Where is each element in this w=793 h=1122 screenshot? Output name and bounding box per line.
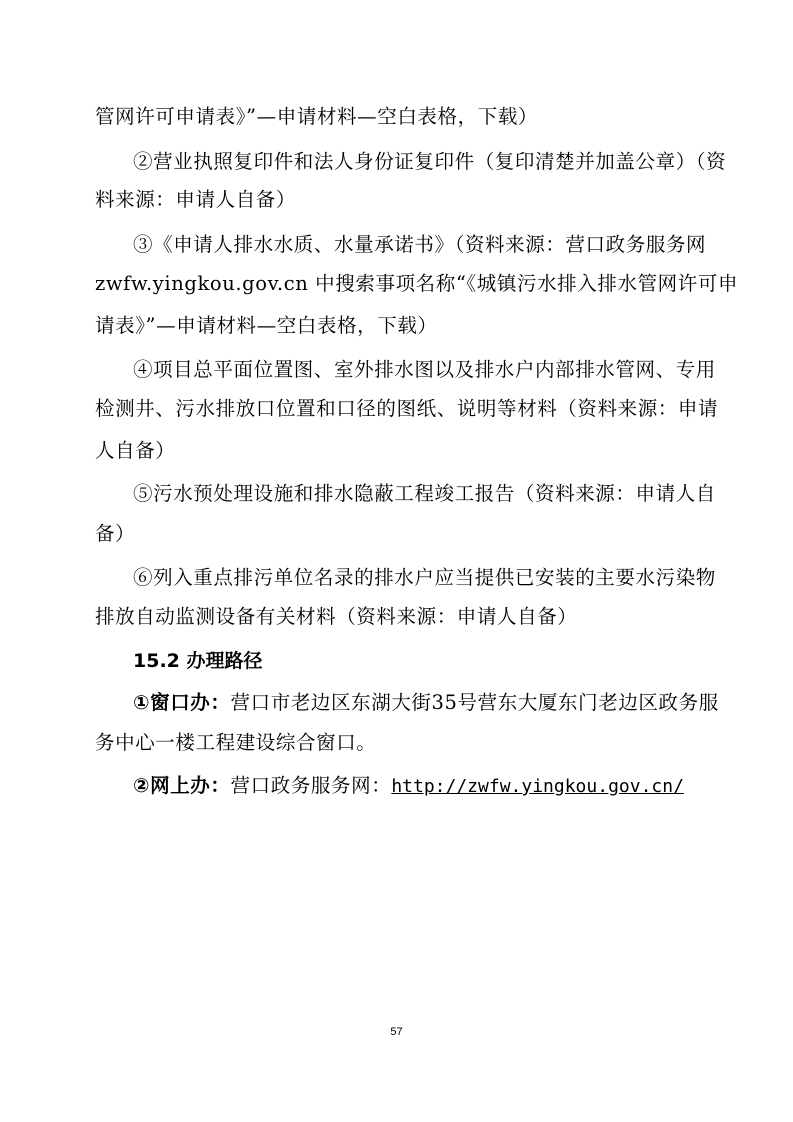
- paragraph-line: ②营业执照复印件和法人身份证复印件（复印清楚并加盖公章）（资: [133, 150, 727, 173]
- window-method-line: [133, 690, 719, 716]
- paragraph-line: 请表》”—申请材料—空白表格，下载）: [95, 314, 438, 337]
- portal-link[interactable]: http://zwfw.yingkou.gov.cn/: [391, 776, 684, 797]
- online-method-label: ②网上办：: [133, 774, 231, 797]
- paragraph-line: ⑥列入重点排污单位名录的排水户应当提供已安装的主要水污染物: [133, 566, 716, 589]
- paragraph-line: 备）: [95, 522, 136, 545]
- paragraph-line: 务中心一楼工程建设综合窗口。: [95, 731, 377, 754]
- paragraph-line: 管网许可申请表》”—申请材料—空白表格，下载）: [95, 105, 539, 128]
- paragraph-line: 排放自动监测设备有关材料（资料来源：申请人自备）: [95, 605, 578, 628]
- window-method-address: 营口市老边区东湖大街35号营东大厦东门老边区政务服: [230, 691, 719, 714]
- online-method-text: 营口政务服务网：: [230, 774, 392, 797]
- paragraph-line: 检测井、污水排放口位置和口径的图纸、说明等材料（资料来源：申请: [95, 397, 719, 420]
- window-method-label: ①窗口办：: [133, 691, 231, 714]
- paragraph-line: ⑤污水预处理设施和排水隐蔽工程竣工报告（资料来源：申请人自: [133, 482, 716, 505]
- paragraph-line: 料来源：申请人自备）: [95, 188, 297, 211]
- online-method-line: [133, 773, 684, 800]
- paragraph-line: ④项目总平面位置图、室外排水图以及排水户内部排水管网、专用: [133, 358, 716, 381]
- paragraph-line: zwfw.yingkou.gov.cn 中搜索事项名称“《城镇污水排入排水管网许可申: [95, 272, 739, 295]
- section-heading: 15.2 办理路径: [133, 650, 263, 672]
- paragraph-line: ③《申请人排水水质、水量承诺书》（资料来源：营口政务服务网: [133, 233, 707, 256]
- page-number: 57: [390, 1026, 403, 1038]
- paragraph-line: 人自备）: [95, 439, 176, 462]
